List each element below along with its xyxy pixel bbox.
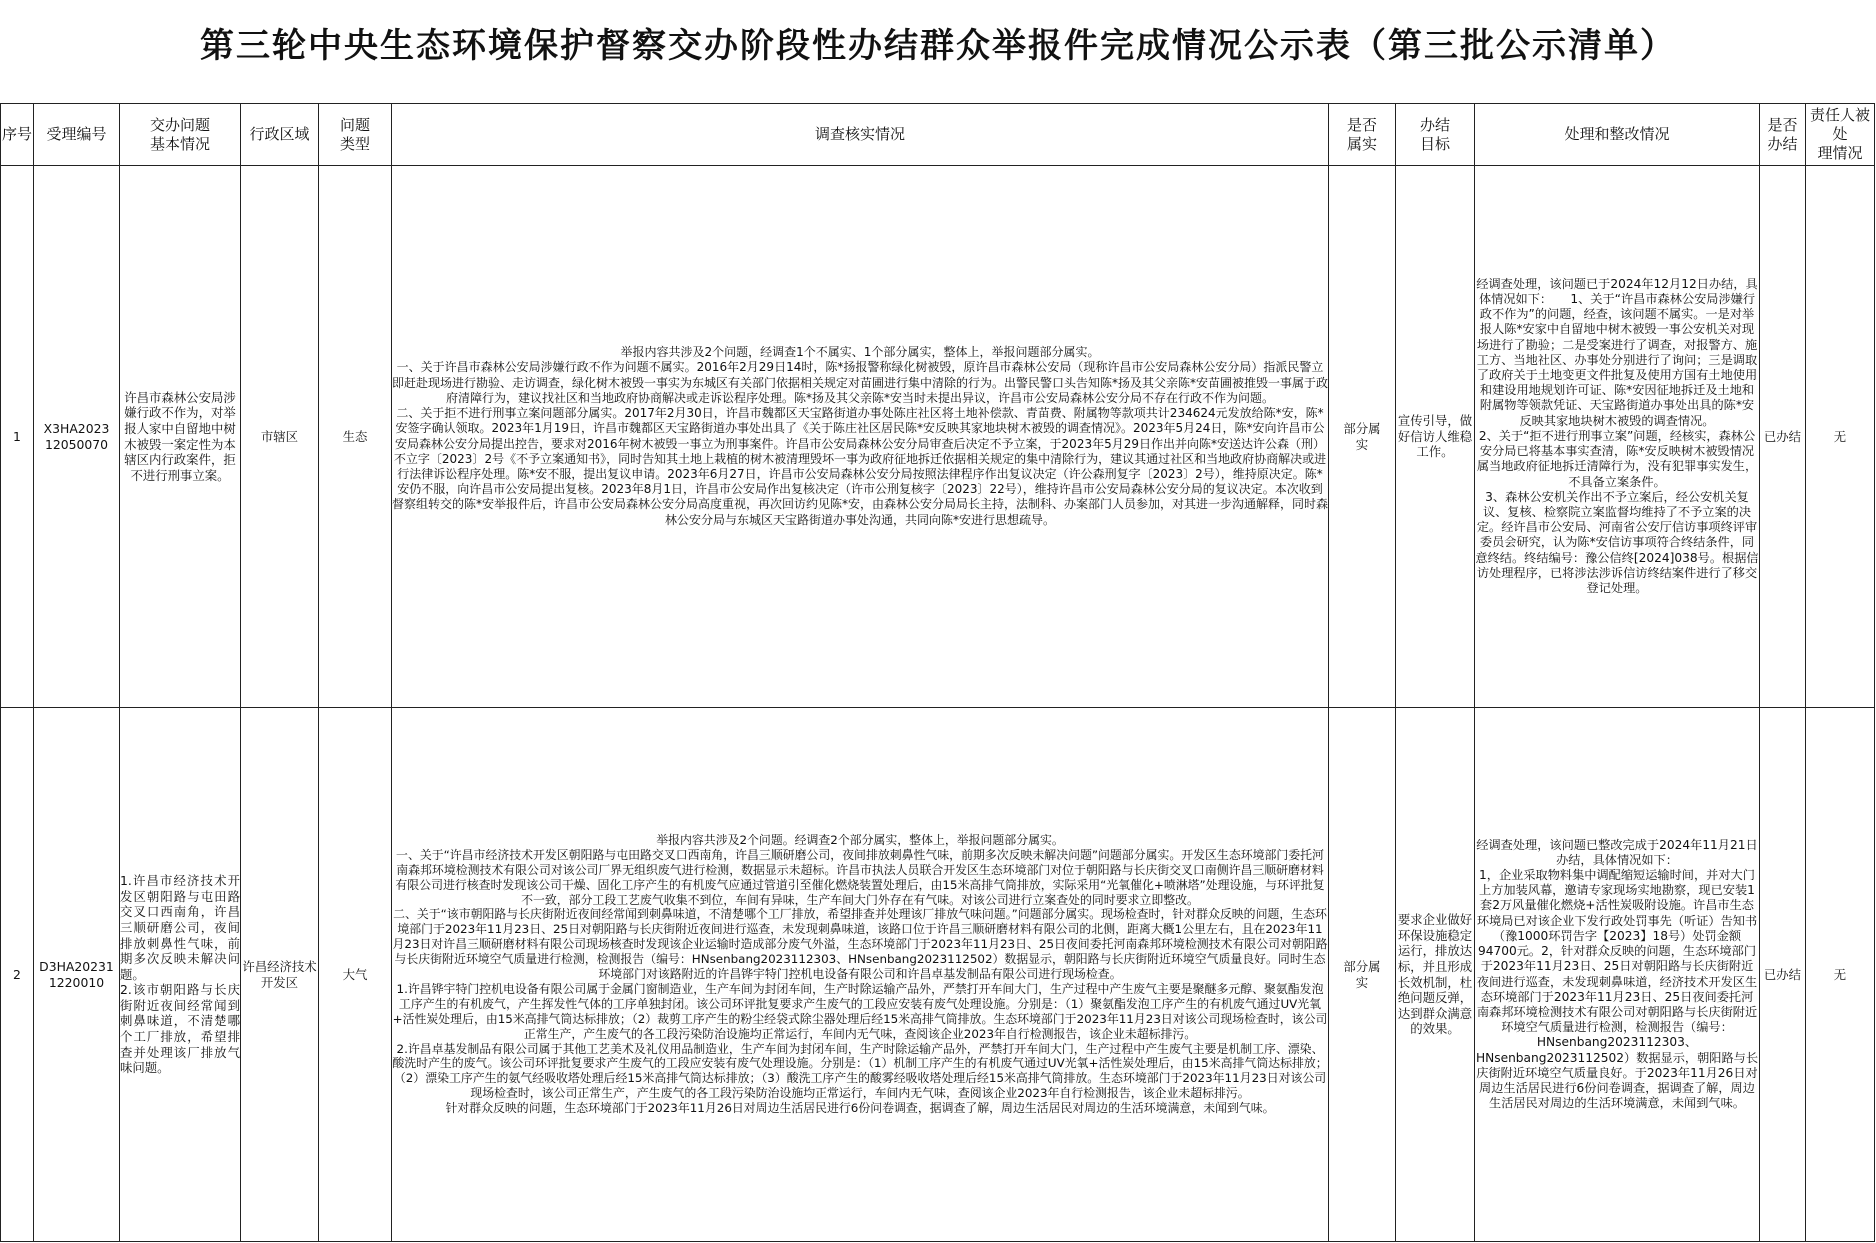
row-type: 大气 xyxy=(319,708,392,1242)
row-investigation-text: 举报内容共涉及2个问题。经调查2个部分属实，整体上，举报问题部分属实。 一、关于“许昌市经济技术开发区朝阳路与屯田路交叉口西南角，许昌三顺研磨公司，夜间排放刺鼻性气味，前期多次反映未解决问题”问题部分属实。开发区生态环境部门委托河南森邦环境检测技术有限公司对该公司厂界无组织废气进行检测，数据显示未超标。许昌市执法人员联合开发区生态环境部门对位于朝阳路与长庆街交叉口南侧许昌三顺研磨材料有限公司进行核查时发现该公司干燥、固化工序产生的有机废气应通过管道引至催化燃烧装置处理后，由15米高排气筒排放，实际采用“光氧催化+喷淋塔”处理设施，与环评批复不一致，部分工段工艺废气收集不到位，车间有异味，生产车间大门外存在有气味。对该公司进行立案查处的同时要求立即整改。 二、关于“该市朝阳路与长庆街附近夜间经常闻到刺鼻味道，不清楚哪个工厂排放，希望排查并处理该厂排放气味问题。”问题部分属实。现场检查时，针对群众反映的问题，生态环境部门于2023年11月23日、25日对朝阳路与长庆街附近夜间进行巡查，未发现刺鼻味道，该路口位于许昌三顺研磨材料有限公司的北侧，距离大概1公里左右，且在2023年11月23日对许昌三顺研磨材料有限公司现场核查时发现该企业运输时造成部分废气外溢，生态环境部门于2023年11月23日、25日夜间委托河南森邦环境检测技术有限公司对朝阳路与长庆街附近环境空气质量进行检测，检测报告（编号：HNsenbang2023112303、HNsenbang2023112502）数据显示，朝阳路与长庆街附近环境空气质量良好。同时生态环境部门对该路附近的许昌铧宇特门控机电设备有限公司和许昌卓基发制品有限公司进行现场检查。 1.许昌铧宇特门控机电设备有限公司属于金属门窗制造业，生产车间为封闭车间，生产时除运输产品外，严禁打开车间大门，生产过程中产生废气主要是聚醚多元醇、聚氨酯发泡工序产生的有机废气，产生挥发性气体的工序单独封闭。该公司环评批复要求产生废气的工段应安装有废气处理设施。分别是：（1）聚氨酯发泡工序产生的有机废气通过UV光氧+活性炭处理后，由15米高排气筒达标排放；（2）裁剪工序产生的粉尘经袋式除尘器处理后经15米高排气筒排放。生态环境部门于2023年11月23日对该公司现场检查时，该公司正常生产，产生废气的各工段污染防治设施均正常运行，车间内无气味，查阅该企业2023年自行检测报告，该企业未超标排污。 2.许昌卓基发制品有限公司属于其他工艺美术及礼仪用品制造业，生产车间为封闭车间，生产时除运输产品外，严禁打开车间大门，生产过程中产生废气主要是机制工序、漂染、酸洗时产生的废气。该公司环评批复要求产生废气的工段应安装有废气处理设施。分别是：（1）机制工序产生的有机废气通过UV光氧+活性炭处理后，由15米高排气筒达标排放；（2）漂染工序产生的氨气经吸收塔处理后经15米高排气筒达标排放；（3）酸洗工序产生的酸雾经吸收塔处理后经15米高排气筒排放。生态环境部门于2023年11月23日对该公司现场检查时，该公司正常生产，产生废气的各工段污染防治设施均正常运行，车间内无气味，查阅该企业2023年自行检测报告，该企业未超标排污。 针对群众反映的问题，生态环境部门于2023年11月26日对周边生活居民进行6份问卷调查，据调查了解，周边生活居民对周边的生活环境满意，未闻到气味。 xyxy=(392,832,1328,1116)
row-verified-text: 部分属 实 xyxy=(1343,958,1381,990)
header-closed-label: 是否 办结 xyxy=(1767,115,1798,153)
header-verified-label: 是否 属实 xyxy=(1346,115,1377,153)
row-investigation xyxy=(392,708,1329,1242)
row-closed: 已办结 xyxy=(1760,166,1806,708)
row-goal: 宣传引导，做好信访人维稳工作。 xyxy=(1396,166,1475,708)
table-header-row xyxy=(1,104,1875,166)
header-investigation: 调查核实情况 xyxy=(392,104,1329,166)
header-closed xyxy=(1760,104,1806,166)
row-id-text: D3HA20231 1220010 xyxy=(39,958,114,990)
row-region: 许昌经济技术开发区 xyxy=(241,708,319,1242)
header-region: 行政区域 xyxy=(241,104,319,166)
row-seq: 1 xyxy=(1,166,34,708)
header-accountability-label: 责任人被处 理情况 xyxy=(1809,106,1870,162)
header-issue xyxy=(120,104,241,166)
row-region: 市辖区 xyxy=(241,166,319,708)
row-issue xyxy=(120,708,241,1242)
header-type xyxy=(319,104,392,166)
row-verified-text: 部分属 实 xyxy=(1343,420,1381,452)
header-goal xyxy=(1396,104,1475,166)
row-handling-text: 经调查处理，该问题已于2024年12月12日办结，具体情况如下： 1、关于“许昌市森林公安局涉嫌行政不作为”的问题，经查，该问题不属实。一是对举报人陈*安家中自留地中树木被毁一事公安机关对现场进行了勘验；二是受案进行了调查，对报警方、施工方、当地社区、办事处分别进行了询问；三是调取了政府关于土地变更文件批复及使用方国有土地使用和建设用地规划许可证、陈*安因征地拆迁及土地和附属物等领款凭证、天宝路街道办事处出具的陈*安反映其家地块树木被毁的调查情况。 2、关于“拒不进行刑事立案”问题，经核实，森林公安分局已将基本事实查清，陈*安反映树木被毁情况属当地政府征地拆迁清障行为，没有犯罪事实发生，不具备立案条件。 3、森林公安机关作出不予立案后，经公安机关复议、复核、检察院立案监督均维持了不予立案的决定。经许昌市公安局、河南省公安厅信访事项终评审委员会研究，认为陈*安信访事项符合终结条件，同意终结。终结编号：豫公信终[2024]038号。根据信访处理程序，已将涉法涉诉信访终结案件进行了移交登记处理。 xyxy=(1475,276,1759,595)
row-issue-text: 1.许昌市经济技术开发区朝阳路与屯田路交叉口西南角，许昌三顺研磨公司，夜间排放刺鼻性气味，前期多次反映未解决问题。 2.该市朝阳路与长庆街附近夜间经常闻到刺鼻味道，不清楚哪个工厂排放，希望排查并处理该厂排放气味问题。 xyxy=(120,873,240,1076)
report-table xyxy=(0,103,1875,1242)
document-title: 第三轮中央生态环境保护督察交办阶段性办结群众举报件完成情况公示表（第三批公示清单） xyxy=(200,26,1676,66)
row-closed: 已办结 xyxy=(1760,708,1806,1242)
row-issue: 许昌市森林公安局涉嫌行政不作为，对举报人家中自留地中树木被毁一案定性为本辖区内行政案件，拒不进行刑事立案。 xyxy=(120,166,241,708)
row-seq: 2 xyxy=(1,708,34,1242)
row-investigation xyxy=(392,166,1329,708)
header-accountability xyxy=(1806,104,1875,166)
row-id xyxy=(34,708,120,1242)
header-id: 受理编号 xyxy=(34,104,120,166)
row-id-text: X3HA2023 12050070 xyxy=(43,420,110,452)
table-row xyxy=(1,166,1875,708)
row-handling xyxy=(1475,708,1760,1242)
row-id xyxy=(34,166,120,708)
row-goal: 要求企业做好环保设施稳定运行，排放达标，并且形成长效机制，杜绝问题反弹，达到群众满意的效果。 xyxy=(1396,708,1475,1242)
row-handling-text: 经调查处理，该问题已整改完成于2024年11月21日办结，具体情况如下： 1，企业采取物料集中调配缩短运输时间，并对大门上方加装风幕，邀请专家现场实地勘察，现已安装1套2万风量催化燃烧+活性炭吸附设施。许昌市生态环境局已对该企业下发行政处罚事先（听证）告知书（豫1000环罚告字【2023】18号）处罚金额94700元。2，针对群众反映的问题，生态环境部门于2023年11月23日、25日对朝阳路与长庆街附近夜间进行巡查，未发现刺鼻味道，经济技术开发区生态环境部门于2023年11月23日、25日夜间委托河南森邦环境检测技术有限公司对朝阳路与长庆街附近环境空气质量进行检测，检测报告（编号：HNsenbang2023112303、HNsenbang2023112502）数据显示，朝阳路与长庆街附近环境空气质量良好。于2023年11月26日对周边生活居民进行6份问卷调查，据调查了解，周边生活居民对周边的生活环境满意，未闻到气味。 xyxy=(1475,837,1759,1111)
row-accountability: 无 xyxy=(1806,708,1875,1242)
header-goal-label: 办结 目标 xyxy=(1419,115,1450,153)
row-verified xyxy=(1329,708,1396,1242)
row-accountability: 无 xyxy=(1806,166,1875,708)
row-verified xyxy=(1329,166,1396,708)
header-seq: 序号 xyxy=(1,104,34,166)
table-row xyxy=(1,708,1875,1242)
header-type-label: 问题 类型 xyxy=(339,115,370,153)
header-issue-label: 交办问题 基本情况 xyxy=(149,115,210,153)
row-handling xyxy=(1475,166,1760,708)
header-handling: 处理和整改情况 xyxy=(1475,104,1760,166)
header-verified xyxy=(1329,104,1396,166)
row-type: 生态 xyxy=(319,166,392,708)
row-investigation-text: 举报内容共涉及2个问题，经调查1个不属实、1个部分属实，整体上，举报问题部分属实。 一、关于许昌市森林公安局涉嫌行政不作为问题不属实。2016年2月29日14时，陈*扬报警称绿化树被毁，原许昌市森林公安局（现称许昌市公安局森林公安分局）指派民警立即赶赴现场进行勘验、走访调查，绿化树木被毁一事实为东城区有关部门依据相关规定对苗圃进行集中清除的行为。出警民警口头告知陈*扬及其父亲陈*安苗圃被推毁一事属于政府清障行为，建议找社区和当地政府协商解决或走诉讼程序处理。陈*扬及其父亲陈*安当时未提出异议，许昌市公安局森林公安分局不存在行政不作为问题。 二、关于拒不进行刑事立案问题部分属实。2017年2月30日，许昌市魏都区天宝路街道办事处陈庄社区将土地补偿款、青苗费、附属物等款项共计234624元发放给陈*安，陈*安签字确认领取。2023年1月19日，许昌市魏都区天宝路街道办事处出具了《关于陈庄社区居民陈*安反映其家地块树木被毁的调查情况》。2023年5月24日，陈*安向许昌市公安局森林公安分局提出控告，要求对2016年树木被毁一事立为刑事案件。许昌市公安局森林公安分局审查后决定不予立案，于2023年5月29日作出并向陈*安送达许公森（刑）不立字〔2023〕2号《不予立案通知书》，同时告知其土地上栽植的树木被清理毁坏一事为政府征地拆迁依据相关规定的集中清除行为，建议其通过社区和当地政府协商解决或进行法律诉讼程序处理。陈*安不服，提出复议申请。2023年6月27日，许昌市公安局森林公安分局按照法律程序作出复议决定（许公森刑复字〔2023〕2号），维持原决定。陈*安仍不服，向许昌市公安局提出复核。2023年8月1日，许昌市公安局作出复核决定（许市公刑复核字〔2023〕22号），维持许昌市公安局森林公安分局的复议决定。本次收到督察组转交的陈*安举报件后，许昌市公安局森林公安分局高度重视，再次回访约见陈*安，由森林公安分局局长主持，法制科、办案部门人员参加，对其进一步沟通解释，同时森林公安分局与东城区天宝路街道办事处沟通，共同向陈*安进行思想疏导。 xyxy=(392,345,1329,527)
